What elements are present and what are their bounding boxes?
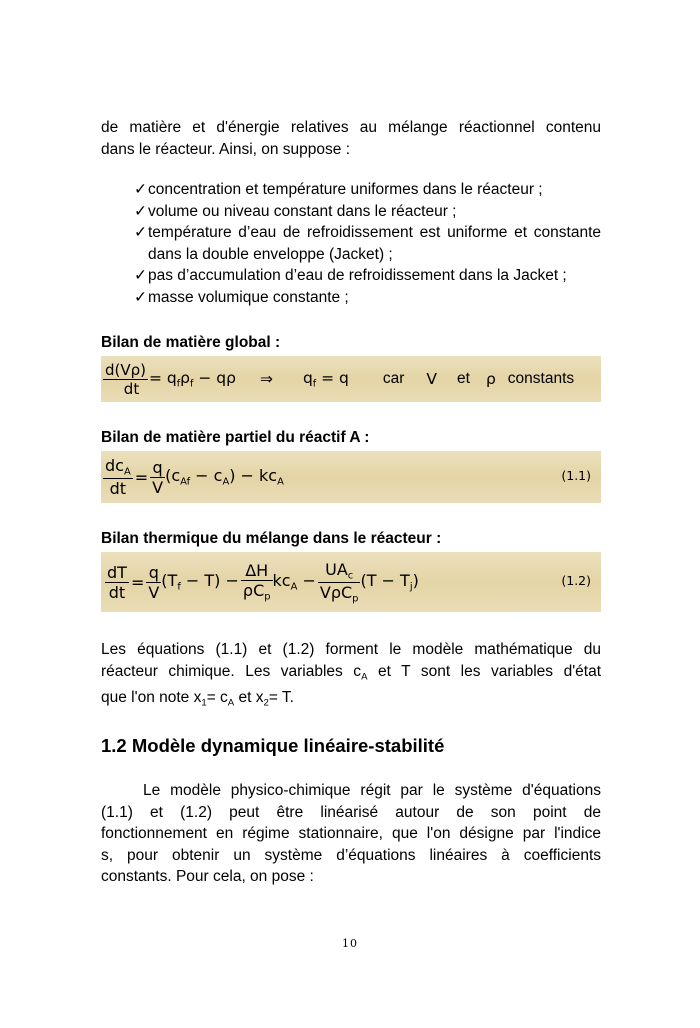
conclusion-paragraph bbox=[101, 639, 601, 714]
heading-global-mass-balance: Bilan de matière global : bbox=[101, 334, 281, 351]
assumptions-list bbox=[101, 179, 601, 308]
conclusion-line-1: Les équations (1.1) et (1.2) forment le modèle mathématique du bbox=[101, 641, 601, 658]
check-icon: ✓ bbox=[134, 267, 147, 284]
body-line-1: Le modèle physico-chimique régit par le système d'équations bbox=[143, 782, 601, 800]
list-item: ✓ pas d’accumulation d’eau de refroidissement dans la Jacket ; bbox=[134, 265, 601, 287]
check-icon: ✓ bbox=[134, 202, 147, 220]
intro-paragraph bbox=[101, 117, 601, 160]
eq0-fraction: $\frac{d(V\rho)}{dt}$ bbox=[105, 360, 147, 398]
conclusion-line-3: que l'on note $x_1= c_A$ et $x_2= T$. bbox=[101, 689, 294, 709]
heading-thermal-balance: Bilan thermique du mélange dans le réacteur : bbox=[101, 530, 442, 547]
body-line-2: (1.1) et (1.2) peut être linéarisé autour de son point de bbox=[101, 803, 601, 821]
body-paragraph bbox=[101, 780, 601, 888]
eq2-fraction-enthalpy: $\frac{\Delta H}{\rho C_p}$ bbox=[242, 561, 271, 603]
eq2-fraction-heat-transfer: $\frac{UA_c}{V\rho C_p}$ bbox=[319, 560, 359, 604]
list-item: ✓ masse volumique constante ; bbox=[134, 287, 601, 309]
eq2-fraction-q-v: $\frac{q}{V}$ bbox=[148, 562, 160, 602]
list-item: ✓ volume ou niveau constant dans le réacteur ; bbox=[134, 201, 601, 223]
page-content bbox=[101, 117, 601, 888]
eq1-fraction-left: $\frac{dc_A}{dt}$ bbox=[105, 456, 131, 498]
check-icon: ✓ bbox=[134, 181, 147, 198]
intro-line-2: dans le réacteur. Ainsi, on suppose : bbox=[101, 140, 351, 158]
body-line-5: constants. Pour cela, on pose : bbox=[101, 868, 314, 886]
intro-line-1: de matière et d'énergie relatives au mélange réactionnel contenu bbox=[101, 119, 601, 136]
check-icon: ✓ bbox=[134, 224, 147, 241]
list-item: ✓ concentration et température uniformes dans le réacteur ; bbox=[134, 179, 601, 201]
body-line-4: s, pour obtenir un système d’équations linéaires à coefficients bbox=[101, 846, 601, 864]
body-line-3: fonctionnement en régime stationnaire, que l'on désigne par l'indice bbox=[101, 825, 601, 843]
equation-1-1: $\frac{dc_A}{dt}$ = $\frac{q}{V}$ $(c_{Af} - c_A) - kc_A$ (1.1) bbox=[101, 451, 601, 503]
page-number: 10 bbox=[342, 937, 358, 950]
equation-1-2: $\frac{dT}{dt}$ = $\frac{q}{V}$ $(T_f - T)$ − $\frac{\Delta H}{\rho C_p}$ $kc_A$ − $\frac{UA_c}{V\rho C_p}$ $(T - T_j)$ (1.2) bbox=[101, 552, 601, 612]
equation-global-mass: $\frac{d(V\rho)}{dt}$ = $q_f\rho_f - q\rho$ ⇒ $q_f = q$ car V et ρ constants bbox=[101, 356, 601, 402]
heading-partial-mass-balance: Bilan de matière partiel du réactif A : bbox=[101, 429, 370, 446]
implies-arrow: ⇒ bbox=[259, 370, 273, 388]
eq1-fraction-q-v: $\frac{q}{V}$ bbox=[152, 457, 164, 497]
equation-label-1-1: (1.1) bbox=[561, 468, 591, 483]
eq2-fraction-left: $\frac{dT}{dt}$ bbox=[107, 562, 127, 602]
equation-label-1-2: (1.2) bbox=[561, 573, 591, 588]
list-item: ✓ température d’eau de refroidissement est uniforme et constante dans la double enveloppe (Jacket) ; bbox=[134, 224, 601, 263]
conclusion-line-2: réacteur chimique. Les variables $c_A$ et T sont les variables d'état bbox=[101, 662, 602, 682]
check-icon: ✓ bbox=[134, 288, 147, 306]
section-title: 1.2 Modèle dynamique linéaire-stabilité bbox=[101, 735, 445, 757]
